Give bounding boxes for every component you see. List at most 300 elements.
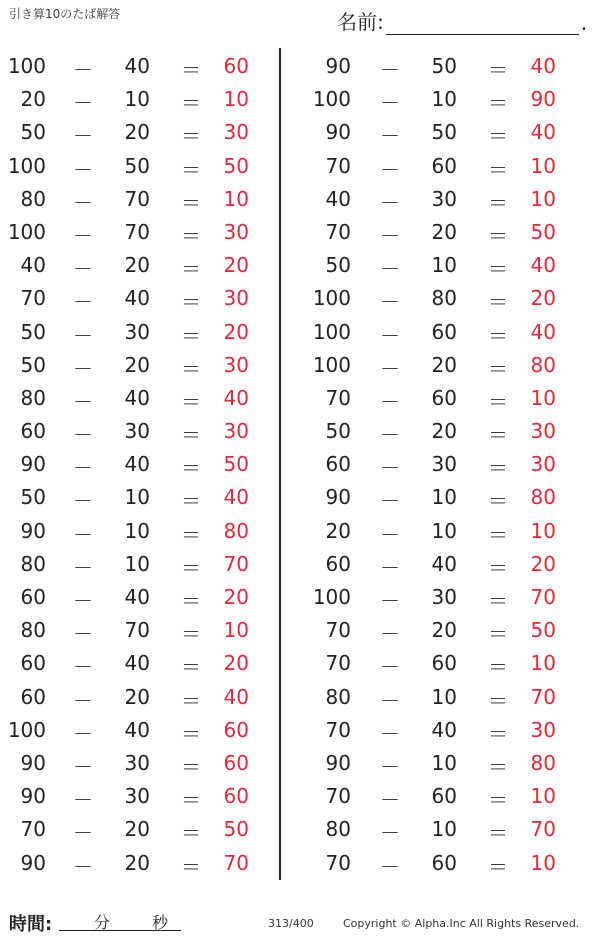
minus-sign: － [73, 157, 93, 182]
minuend: 50 [325, 253, 351, 278]
problem-row [300, 546, 580, 579]
answer: 80 [530, 352, 556, 377]
equals-sign: ＝ [181, 589, 201, 613]
problem-row [300, 579, 580, 612]
minus-sign: － [380, 522, 400, 547]
subtrahend: 20 [431, 419, 457, 444]
subtrahend: 10 [124, 485, 150, 510]
problem-row [300, 347, 580, 380]
minuend: 80 [325, 817, 351, 842]
equals-sign: ＝ [181, 157, 201, 182]
subtrahend: 60 [431, 850, 457, 875]
equals-sign: ＝ [181, 489, 201, 514]
answer: 20 [530, 551, 556, 576]
minuend: 80 [20, 618, 46, 643]
subtrahend: 30 [431, 585, 457, 609]
minuend: 50 [325, 419, 351, 444]
subtrahend: 20 [431, 352, 457, 377]
answer: 90 [530, 87, 556, 112]
subtrahend: 20 [124, 684, 150, 709]
subtrahend: 10 [124, 518, 150, 543]
minus-sign: － [73, 257, 93, 282]
minuend: 100 [312, 585, 351, 609]
minus-sign: － [73, 655, 93, 680]
problem-row [0, 513, 280, 546]
equals-sign: ＝ [488, 356, 508, 381]
problem-row [0, 546, 280, 579]
answer: 70 [530, 817, 556, 842]
minus-sign: － [380, 190, 400, 215]
minuend: 70 [325, 153, 351, 178]
subtrahend: 50 [431, 54, 457, 78]
problem-row [0, 181, 280, 214]
minus-sign: － [380, 821, 400, 846]
minuend: 100 [312, 319, 351, 344]
minuend: 80 [20, 385, 46, 410]
minus-sign: － [73, 223, 93, 248]
answer: 10 [530, 385, 556, 410]
answer: 50 [223, 817, 249, 842]
subtrahend: 10 [124, 551, 150, 576]
subtrahend: 80 [431, 286, 457, 311]
answer: 50 [530, 618, 556, 643]
subtrahend: 40 [124, 717, 150, 742]
minuend: 70 [325, 219, 351, 244]
minuend: 60 [325, 551, 351, 576]
minus-sign: － [380, 655, 400, 680]
worksheet-title: 引き算10のたば解答 [9, 7, 121, 21]
problem-row [0, 247, 280, 280]
equals-sign: ＝ [181, 522, 201, 547]
answer: 60 [223, 717, 249, 742]
minuend: 90 [325, 120, 351, 145]
answer: 30 [223, 219, 249, 244]
equals-sign: ＝ [488, 124, 508, 149]
subtrahend: 30 [124, 319, 150, 344]
problem-row [300, 845, 580, 878]
answer: 40 [223, 385, 249, 410]
minuend: 70 [325, 651, 351, 676]
minuend: 60 [20, 651, 46, 676]
subtrahend: 60 [431, 319, 457, 344]
subtrahend: 30 [431, 452, 457, 477]
problem-row [300, 380, 580, 413]
equals-sign: ＝ [181, 655, 201, 680]
answer: 10 [223, 618, 249, 643]
name-label: 名前: [337, 10, 384, 34]
left-problem-column [0, 48, 280, 878]
problem-row [300, 247, 580, 280]
problem-row [0, 48, 280, 81]
minus-sign: － [380, 688, 400, 713]
problem-row [0, 845, 280, 878]
right-problem-column [300, 48, 580, 878]
subtrahend: 10 [431, 485, 457, 510]
equals-sign: ＝ [488, 555, 508, 580]
minuend: 50 [20, 485, 46, 510]
subtrahend: 10 [431, 817, 457, 842]
equals-sign: ＝ [181, 356, 201, 381]
answer: 40 [530, 253, 556, 278]
equals-sign: ＝ [488, 754, 508, 779]
minuend: 60 [20, 684, 46, 709]
minus-sign: － [380, 257, 400, 282]
subtrahend: 50 [124, 153, 150, 178]
minus-sign: － [380, 423, 400, 448]
answer: 30 [223, 419, 249, 444]
minuend: 100 [312, 87, 351, 112]
minuend: 100 [7, 54, 46, 78]
minuend: 50 [20, 120, 46, 145]
answer: 80 [530, 485, 556, 510]
answer: 80 [223, 518, 249, 543]
problem-row [0, 314, 280, 347]
equals-sign: ＝ [488, 223, 508, 248]
subtrahend: 70 [124, 186, 150, 211]
minus-sign: － [380, 456, 400, 481]
answer: 10 [530, 651, 556, 676]
equals-sign: ＝ [181, 622, 201, 647]
minuend: 90 [20, 452, 46, 477]
column-divider [279, 48, 281, 880]
equals-sign: ＝ [181, 754, 201, 779]
problem-row [0, 413, 280, 446]
subtrahend: 20 [124, 253, 150, 278]
equals-sign: ＝ [488, 522, 508, 547]
subtrahend: 10 [431, 253, 457, 278]
equals-sign: ＝ [488, 190, 508, 215]
subtrahend: 40 [431, 551, 457, 576]
problem-row [300, 645, 580, 678]
problem-row [300, 778, 580, 811]
problem-row [300, 612, 580, 645]
minus-sign: － [380, 290, 400, 315]
answer: 20 [223, 651, 249, 676]
subtrahend: 40 [124, 651, 150, 676]
minus-sign: － [73, 555, 93, 580]
problem-row [300, 679, 580, 712]
equals-sign: ＝ [488, 91, 508, 116]
subtrahend: 40 [124, 452, 150, 477]
minus-sign: － [380, 721, 400, 746]
problem-row [0, 114, 280, 147]
equals-sign: ＝ [488, 688, 508, 713]
answer: 70 [223, 551, 249, 576]
minuend: 70 [20, 817, 46, 842]
equals-sign: ＝ [488, 389, 508, 414]
minuend: 60 [20, 585, 46, 609]
minuend: 100 [7, 717, 46, 742]
answer: 60 [223, 750, 249, 775]
answer: 20 [223, 319, 249, 344]
subtrahend: 40 [124, 286, 150, 311]
subtrahend: 10 [431, 750, 457, 775]
minuend: 90 [20, 784, 46, 809]
equals-sign: ＝ [488, 456, 508, 481]
subtrahend: 30 [124, 419, 150, 444]
subtrahend: 40 [431, 717, 457, 742]
answer: 50 [223, 452, 249, 477]
equals-sign: ＝ [181, 91, 201, 116]
minus-sign: － [73, 290, 93, 315]
subtrahend: 60 [431, 784, 457, 809]
equals-sign: ＝ [181, 190, 201, 215]
subtrahend: 60 [431, 651, 457, 676]
equals-sign: ＝ [488, 622, 508, 647]
answer: 60 [223, 54, 249, 78]
problem-row [300, 114, 580, 147]
minus-sign: － [73, 522, 93, 547]
subtrahend: 10 [431, 684, 457, 709]
problem-row [300, 314, 580, 347]
problem-row [300, 214, 580, 247]
equals-sign: ＝ [488, 788, 508, 813]
minus-sign: － [73, 356, 93, 381]
minus-sign: － [380, 854, 400, 879]
problem-row [0, 148, 280, 181]
answer: 10 [223, 186, 249, 211]
equals-sign: ＝ [488, 721, 508, 746]
equals-sign: ＝ [181, 389, 201, 414]
minus-sign: － [380, 91, 400, 116]
problem-row [300, 712, 580, 745]
problem-row [0, 712, 280, 745]
answer: 10 [530, 850, 556, 875]
answer: 80 [530, 750, 556, 775]
subtrahend: 40 [124, 585, 150, 609]
problem-row [300, 446, 580, 479]
subtrahend: 70 [124, 618, 150, 643]
equals-sign: ＝ [181, 124, 201, 149]
answer: 10 [530, 784, 556, 809]
answer: 50 [223, 153, 249, 178]
subtrahend: 60 [431, 153, 457, 178]
minus-sign: － [73, 190, 93, 215]
problem-row [0, 679, 280, 712]
minus-sign: － [73, 91, 93, 116]
answer: 20 [530, 286, 556, 311]
subtrahend: 30 [124, 784, 150, 809]
problem-row [300, 811, 580, 844]
equals-sign: ＝ [488, 423, 508, 448]
minuend: 50 [20, 352, 46, 377]
answer: 20 [223, 585, 249, 609]
minuend: 70 [325, 850, 351, 875]
minus-sign: － [73, 688, 93, 713]
minuend: 70 [20, 286, 46, 311]
answer: 70 [530, 585, 556, 609]
minuend: 70 [325, 385, 351, 410]
subtrahend: 40 [124, 385, 150, 410]
equals-sign: ＝ [488, 821, 508, 846]
problem-row [0, 645, 280, 678]
problem-row [300, 81, 580, 114]
problem-row [0, 479, 280, 512]
subtrahend: 20 [431, 618, 457, 643]
minus-sign: － [380, 124, 400, 149]
minuend: 70 [325, 784, 351, 809]
subtrahend: 70 [124, 219, 150, 244]
minus-sign: － [380, 489, 400, 514]
minus-sign: － [380, 754, 400, 779]
minus-sign: － [73, 589, 93, 613]
minus-sign: － [73, 389, 93, 414]
subtrahend: 30 [124, 750, 150, 775]
problem-row [0, 745, 280, 778]
subtrahend: 10 [431, 87, 457, 112]
minus-sign: － [73, 721, 93, 746]
minuend: 100 [7, 219, 46, 244]
problem-row [0, 380, 280, 413]
answer: 10 [223, 87, 249, 112]
minuend: 90 [20, 518, 46, 543]
minuend: 40 [20, 253, 46, 278]
problem-row [300, 745, 580, 778]
problem-row [300, 413, 580, 446]
minuend: 90 [20, 750, 46, 775]
minuend: 90 [325, 750, 351, 775]
equals-sign: ＝ [181, 688, 201, 713]
answer: 40 [530, 120, 556, 145]
minuend: 100 [312, 286, 351, 311]
equals-sign: ＝ [181, 423, 201, 448]
equals-sign: ＝ [181, 555, 201, 580]
minus-sign: － [380, 356, 400, 381]
answer: 30 [223, 120, 249, 145]
answer: 30 [223, 286, 249, 311]
footer [9, 910, 594, 934]
problem-row [0, 347, 280, 380]
equals-sign: ＝ [181, 788, 201, 813]
equals-sign: ＝ [181, 854, 201, 879]
minus-sign: － [73, 323, 93, 348]
minuend: 80 [20, 186, 46, 211]
minus-sign: － [73, 821, 93, 846]
answer: 70 [223, 850, 249, 875]
minuend: 90 [325, 485, 351, 510]
minuend: 80 [325, 684, 351, 709]
problem-row [0, 81, 280, 114]
subtrahend: 10 [124, 87, 150, 112]
minus-sign: － [380, 58, 400, 82]
subtrahend: 50 [431, 120, 457, 145]
subtrahend: 20 [431, 219, 457, 244]
minuend: 70 [325, 717, 351, 742]
equals-sign: ＝ [488, 589, 508, 613]
equals-sign: ＝ [488, 854, 508, 879]
minus-sign: － [73, 124, 93, 149]
problem-row [300, 479, 580, 512]
answer: 30 [530, 419, 556, 444]
minus-sign: － [380, 622, 400, 647]
answer: 40 [223, 684, 249, 709]
problem-row [0, 280, 280, 313]
answer: 50 [530, 219, 556, 244]
problem-row [0, 811, 280, 844]
answer: 20 [223, 253, 249, 278]
minus-sign: － [73, 456, 93, 481]
equals-sign: ＝ [181, 721, 201, 746]
problem-row [0, 446, 280, 479]
name-blank-line [386, 12, 579, 35]
minus-sign: － [73, 58, 93, 82]
minuend: 70 [325, 618, 351, 643]
copyright-notice: Copyright © Alpha.Inc All Rights Reserved. [343, 917, 580, 930]
equals-sign: ＝ [488, 323, 508, 348]
problem-row [300, 513, 580, 546]
answer: 30 [223, 352, 249, 377]
name-field [337, 6, 587, 35]
subtrahend: 20 [124, 850, 150, 875]
equals-sign: ＝ [488, 655, 508, 680]
name-end-mark: . [580, 11, 588, 35]
answer: 30 [530, 452, 556, 477]
problem-row [300, 48, 580, 81]
minuend: 50 [20, 319, 46, 344]
minus-sign: － [73, 854, 93, 879]
equals-sign: ＝ [181, 456, 201, 481]
minuend: 20 [325, 518, 351, 543]
problem-row [300, 181, 580, 214]
subtrahend: 60 [431, 385, 457, 410]
equals-sign: ＝ [488, 157, 508, 182]
answer: 60 [223, 784, 249, 809]
minuend: 60 [20, 419, 46, 444]
minus-sign: － [380, 589, 400, 613]
minus-sign: － [380, 323, 400, 348]
equals-sign: ＝ [181, 223, 201, 248]
minus-sign: － [73, 423, 93, 448]
equals-sign: ＝ [181, 257, 201, 282]
minus-sign: － [73, 754, 93, 779]
problem-row [0, 612, 280, 645]
minutes-label: 分 [94, 913, 111, 932]
subtrahend: 20 [124, 352, 150, 377]
answer: 70 [530, 684, 556, 709]
problem-row [300, 148, 580, 181]
minuend: 100 [312, 352, 351, 377]
equals-sign: ＝ [488, 290, 508, 315]
minus-sign: － [380, 223, 400, 248]
equals-sign: ＝ [181, 58, 201, 82]
minus-sign: － [380, 788, 400, 813]
seconds-label: 秒 [152, 913, 169, 932]
equals-sign: ＝ [488, 58, 508, 82]
equals-sign: ＝ [181, 821, 201, 846]
answer: 40 [223, 485, 249, 510]
subtrahend: 20 [124, 817, 150, 842]
minuend: 80 [20, 551, 46, 576]
equals-sign: ＝ [488, 489, 508, 514]
answer: 10 [530, 153, 556, 178]
equals-sign: ＝ [181, 290, 201, 315]
equals-sign: ＝ [181, 323, 201, 348]
problem-row [300, 280, 580, 313]
page-number: 313/400 [268, 917, 314, 930]
answer: 40 [530, 54, 556, 78]
minuend: 20 [20, 87, 46, 112]
minus-sign: － [380, 389, 400, 414]
minuend: 90 [325, 54, 351, 78]
subtrahend: 20 [124, 120, 150, 145]
minuend: 90 [20, 850, 46, 875]
minuend: 40 [325, 186, 351, 211]
answer: 40 [530, 319, 556, 344]
minus-sign: － [380, 555, 400, 580]
answer: 30 [530, 717, 556, 742]
minuend: 100 [7, 153, 46, 178]
minus-sign: － [73, 622, 93, 647]
